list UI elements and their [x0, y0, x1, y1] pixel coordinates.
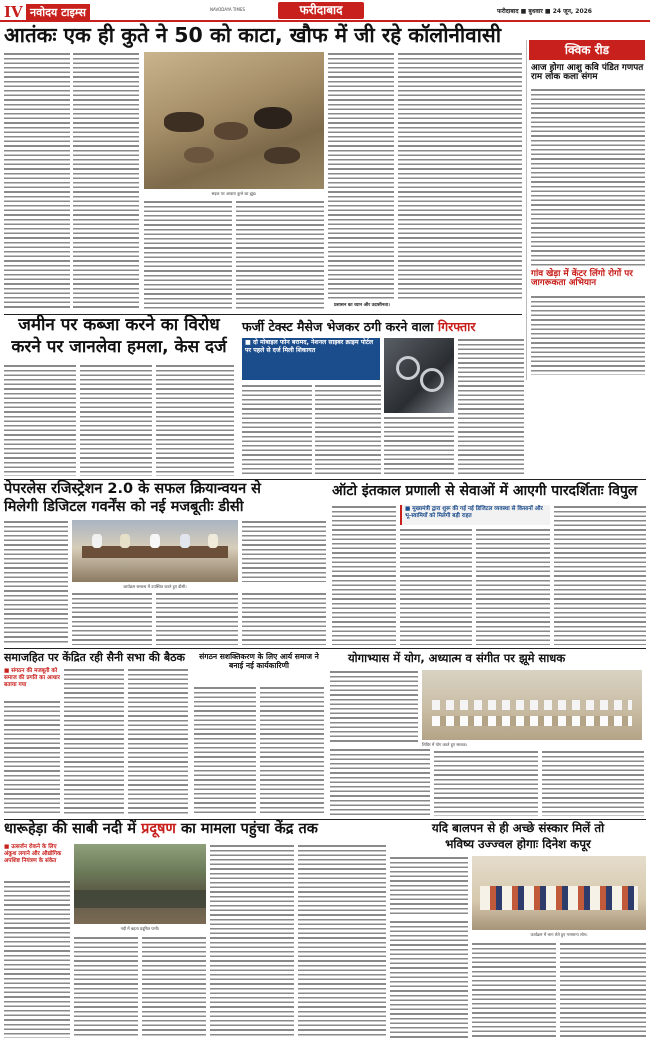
story8-body-col2: [330, 748, 430, 816]
story8-body-col1: [330, 670, 418, 742]
story4-headline-line2: मिलेगी डिजिटल गवर्नेंस को नई मजबूतीः डीसी: [4, 499, 244, 515]
story6-body-col2: [64, 668, 124, 816]
dateline: फरीदाबाद ■ बुधवार ■ 24 जून, 2026: [497, 8, 592, 15]
story1-body-col6: [398, 52, 522, 300]
story10-headline-line1: यदि बालपन से ही अच्छे संस्कार मिलें तो: [431, 821, 605, 835]
story3-kicker: ■ दो मोबाइल फोन बरामद, नेशनल साइबर क्राइम पोर्टल पर पहले से दर्ज मिली शिकायत: [242, 338, 380, 380]
story3-body-col3: [384, 416, 454, 476]
story9-headline-end: का मामला पहुंचा केंद्र तक: [180, 821, 318, 837]
story9-body-col1: [4, 880, 70, 1038]
story5-body-col1: [332, 505, 396, 645]
story9-river-photo: [74, 844, 206, 924]
story4-caption: कार्यक्रम सम्बन्ध में उपस्थित करते हुए डीसी।: [123, 584, 187, 589]
story9-body-col2: [74, 936, 138, 1038]
quick-read-item2-head: गांव खेड़ा में केंटर लिंगो रोगों पर जागरूकता अभियान: [531, 269, 633, 289]
story6-body-col3: [128, 668, 188, 816]
story6-kicker: ■ संगठन की मजबूती को समाज की प्रगति का आधार बताया गया: [4, 668, 60, 688]
story3-body-col1: [242, 384, 312, 476]
story9-kicker: ■ उत्सर्जन रोकने के लिए अंकुश लगाने और औद्योगिक अपशिष्ट नियंत्रण के संकेत: [4, 844, 62, 864]
story4-body-col5: [242, 592, 326, 645]
story1-end-note: प्रशासन का ध्यान और उदासीनता।: [334, 303, 390, 308]
story6-headline: समाजहित पर केंद्रित रही सैनी सभा की बैठक: [4, 651, 185, 664]
story9-body-col5: [298, 844, 386, 1038]
quick-read-box: [526, 40, 646, 380]
story3-headline-highlight: गिरफ्तार: [437, 319, 476, 334]
story2-body-col1: [4, 364, 76, 476]
story7-headline: संगठन सशक्तिकरण के लिए आर्य समाज ने बनाई नई कार्यकारिणी: [199, 652, 319, 670]
story8-body-col3: [434, 750, 538, 816]
story4-body-col3: [72, 592, 152, 645]
paper-small-name: NAVODAYA TIMES: [210, 7, 246, 12]
page-number: IV: [4, 3, 23, 21]
story5-body-col4: [554, 505, 646, 645]
story10-event-photo: [472, 856, 646, 930]
story9-body-col3: [142, 936, 206, 1038]
story1-body-col3: [144, 200, 232, 310]
masthead: [0, 0, 650, 22]
story9-headline-main: धारूहेड़ा की साबी नदी में: [4, 821, 137, 837]
story4-headline-line1: पेपरलेस रजिस्ट्रेशन 2.0 के सफल क्रियान्वयन से: [4, 481, 261, 497]
story5-body-col2: [400, 528, 472, 645]
story4-body-col4: [156, 592, 238, 645]
story9-caption: नदी में बहता प्रदूषित पानी।: [120, 926, 160, 931]
story8-yoga-photo: [422, 670, 642, 740]
story1-caption: सड़क पर आवारा कुत्ते का झुंड।: [211, 191, 257, 196]
story10-body-col2: [390, 920, 468, 1038]
story10-body-col3: [472, 942, 556, 1038]
story3-headline-main: फर्जी टेक्स्ट मैसेज भेजकर ठगी करने वाला: [242, 319, 434, 334]
story3-body-col4: [458, 338, 524, 476]
paper-name: नवोदय टाइम्स: [26, 4, 90, 21]
story2-body-col2: [80, 364, 152, 476]
story3-body-col2: [315, 384, 381, 476]
story1-body-col5: [328, 52, 394, 300]
story7-body-col1: [194, 686, 256, 816]
quick-read-title: क्विक रीड: [529, 40, 645, 60]
story9-body-col4: [210, 844, 294, 1038]
story10-caption: कार्यक्रम में भाग लेते हुए गणमान्य लोग।: [530, 932, 588, 937]
story9-headline: [4, 822, 384, 837]
story8-body-col4: [542, 750, 644, 816]
story1-dogs-photo: [144, 52, 324, 189]
story1-body-col4: [236, 200, 324, 310]
story1-body-col1: [4, 52, 70, 310]
story1-headline: आतंकः एक ही कुते ने 50 को काटा, खौफ में जी रहे कॉलोनीवासी: [4, 23, 502, 47]
story6-body-col1: [4, 700, 60, 816]
city-tab: फरीदाबाद: [278, 2, 364, 19]
story1-body-col2: [73, 52, 139, 310]
story7-body-col2: [260, 686, 324, 816]
story2-headline-line2: करने पर जानलेवा हमला, केस दर्ज: [11, 337, 227, 357]
story8-headline: योगाभ्यास में योग, अध्यात्म व संगीत पर झूमे साधक: [348, 651, 566, 665]
story3-handcuffs-photo: [384, 338, 454, 413]
story4-body-col2: [242, 520, 326, 582]
story4-body-col1: [4, 520, 68, 645]
story2-headline-line1: जमीन पर कब्जा करने का विरोध: [18, 315, 220, 335]
story10-body-col1: [390, 856, 468, 916]
story3-headline: [242, 320, 524, 333]
story10-body-col4: [560, 942, 646, 1038]
quick-read-item2-body: [531, 295, 645, 375]
story9-headline-highlight: प्रदूषण: [141, 821, 176, 837]
story5-headline: ऑटो इंतकाल प्रणाली से सेवाओं में आएगी पारदर्शिताः विपुल: [332, 483, 638, 499]
quick-read-item1-head: आज होगा आशु कवि पंडित गणपत राम लोक कला संगम: [531, 63, 644, 83]
story10-headline-line2: भविष्य उज्ज्वल होगाः दिनेश कपूर: [445, 837, 591, 851]
story5-body-col3: [476, 528, 550, 645]
story4-meeting-photo: [72, 520, 238, 582]
story5-kicker: ■ मुख्यमंत्री द्वारा शुरू की गई नई डिजिटल व्यवस्था से किसानों और भू-स्वामियों को मिलेगी बड़ी राहत: [400, 505, 550, 525]
quick-read-item1-body: [531, 88, 645, 266]
story8-caption: शिविर में योग करते हुए साधक।: [422, 742, 468, 747]
story2-body-col3: [156, 364, 234, 476]
